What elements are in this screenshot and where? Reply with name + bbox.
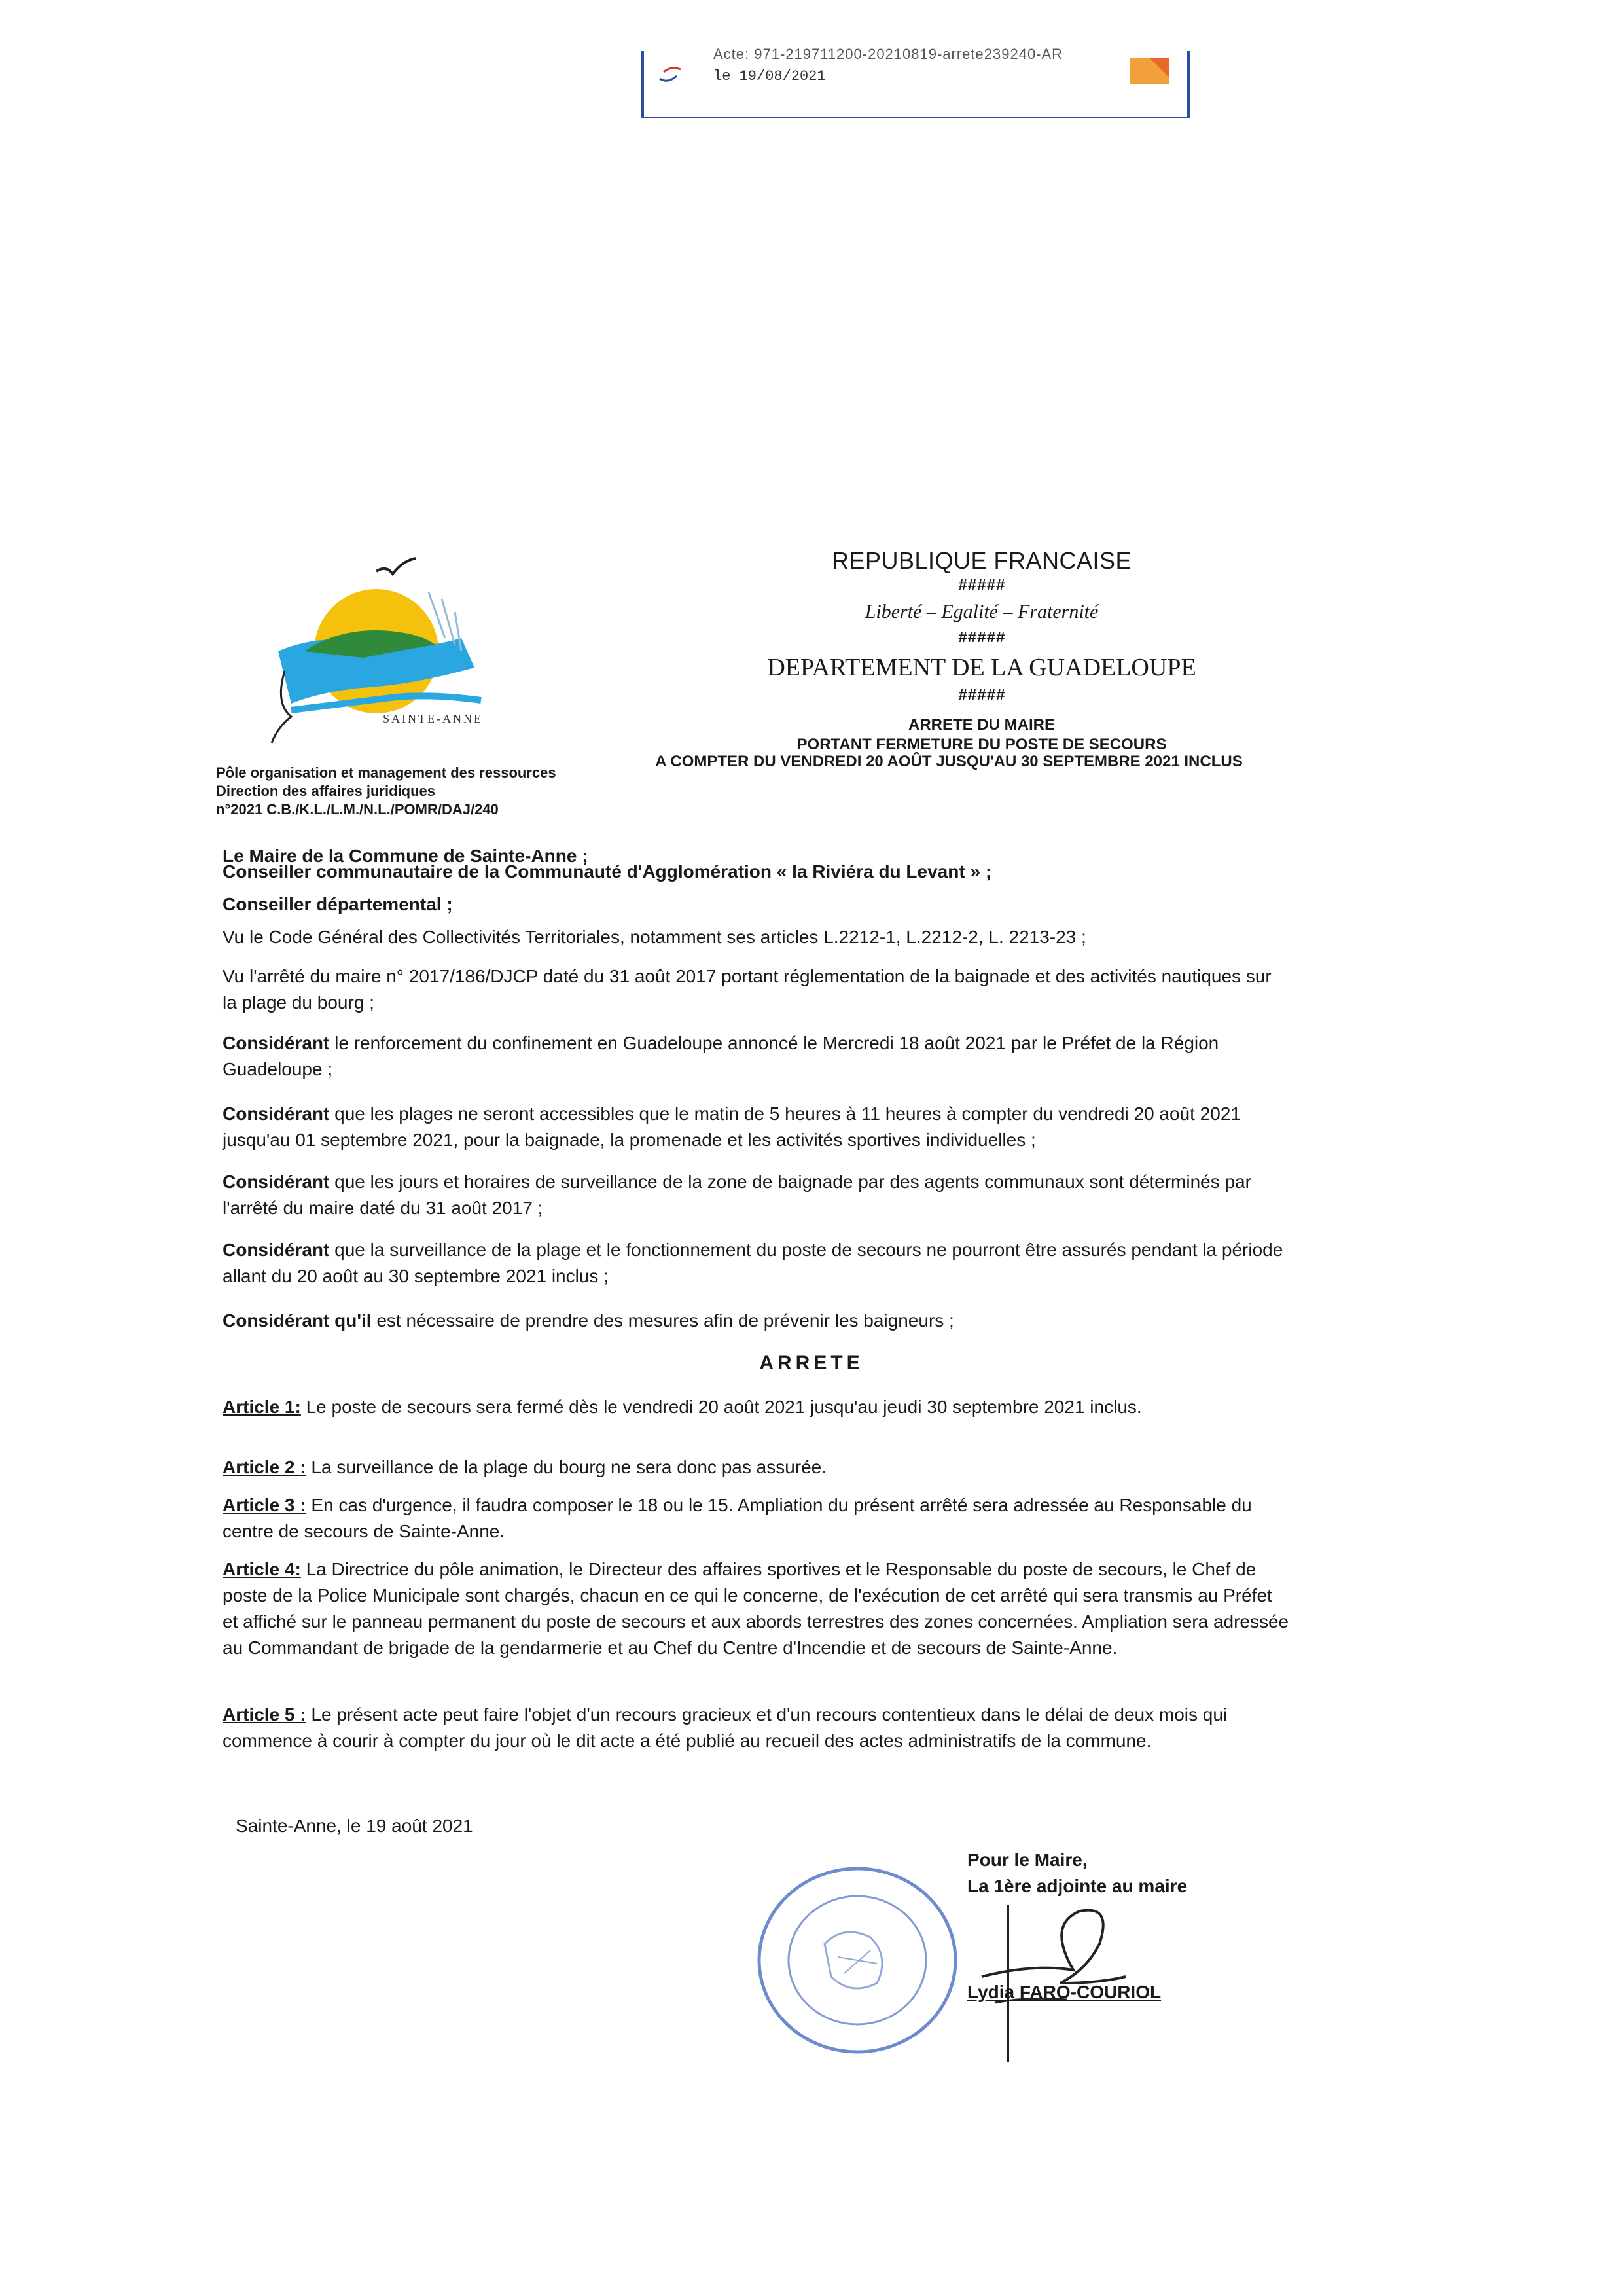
article-label: Article 3 : <box>223 1495 306 1515</box>
article-text: La Directrice du pôle animation, le Directeur des affaires sportives et le Responsable du poste de secours, le Chef de poste de la Police Municipale sont chargés, chacun en ce qui le concerne, de l'exécution de cet arrêté qui sera transmis au Préfet et affiché sur le panneau permanent du poste de secours et aux abords terrestres des zones concernées. Ampliation sera adressée au Commandant de brigade de la gendarmerie et au Chef du Centre d'Incendie et de secours de Sainte-Anne. <box>223 1559 1289 1658</box>
logo-caption: SAINTE-ANNE <box>383 712 483 725</box>
article-text: La surveillance de la plage du bourg ne sera donc pas assurée. <box>311 1457 827 1477</box>
motto: Liberté – Egalité – Fraternité <box>865 601 1099 622</box>
article-label: Article 5 : <box>223 1704 306 1725</box>
article-text: Le poste de secours sera fermé dès le vendredi 20 août 2021 jusqu'au jeudi 30 septembre 2021 inclus. <box>306 1397 1142 1417</box>
considerant-label: Considérant <box>223 1240 330 1260</box>
maire-title: Le Maire de la Commune de Sainte-Anne ; <box>223 846 588 866</box>
maire-title: Conseiller communautaire de la Communauté d'Agglomération « la Riviéra du Levant » ; <box>223 861 992 882</box>
considerant-text: est nécessaire de prendre des mesures afin de prévenir les baigneurs ; <box>376 1310 954 1331</box>
separator: ##### <box>957 687 1005 705</box>
article-label: Article 2 : <box>223 1457 306 1477</box>
place-and-date: Sainte-Anne, le 19 août 2021 <box>236 1816 473 1836</box>
stamp-date: le 19/08/2021 <box>713 68 826 84</box>
handwritten-signature <box>969 1885 1243 2068</box>
considerant-paragraph <box>223 1030 1289 1083</box>
signature-role: La 1ère adjointe au maire <box>967 1876 1188 1896</box>
considerant-label: Considérant <box>223 1033 330 1053</box>
considerant-text: que la surveillance de la plage et le fonctionnement du poste de secours ne pourront être assurés pendant la période allant du 20 août au 30 septembre 2021 inclus ; <box>223 1240 1283 1286</box>
departement-heading: DEPARTEMENT DE LA GUADELOUPE <box>767 654 1196 681</box>
considerant-paragraph <box>223 1237 1289 1289</box>
stamp-badge-icon <box>1127 54 1173 86</box>
republique-heading: REPUBLIQUE FRANCAISE <box>831 547 1132 574</box>
visa-code: Vu le Code Général des Collectivités Territoriales, notamment ses articles L.2212-1, L.2212-2, L. 2213-23 ; <box>223 927 1086 947</box>
article-label: Article 1: <box>223 1397 301 1417</box>
article-text: Le présent acte peut faire l'objet d'un recours gracieux et d'un recours contentieux dans le délai de deux mois qui commence à courir à compter du jour où le dit acte a été publié au recueil des actes administratifs de la commune. <box>223 1704 1228 1751</box>
signature-pour-maire: Pour le Maire, <box>967 1850 1088 1870</box>
considerant-label: Considérant <box>223 1103 330 1124</box>
stamp-act-number: Acte: 971-219711200-20210819-arrete239240-AR <box>713 46 1063 62</box>
visa-arrete: Vu l'arrêté du maire n° 2017/186/DJCP daté du 31 août 2017 portant réglementation de la baignade et des activités nautiques sur la plage du bourg ; <box>223 966 1272 1013</box>
pole-label: Pôle organisation et management des ressources <box>216 764 556 781</box>
considerant-paragraph <box>223 1308 1289 1334</box>
direction-label: Direction des affaires juridiques <box>216 783 435 799</box>
considerant-text: le renforcement du confinement en Guadeloupe annoncé le Mercredi 18 août 2021 par le Préfet de la Région Guadeloupe ; <box>223 1033 1219 1079</box>
arrete-heading: ARRETE <box>759 1352 864 1374</box>
considerant-text: que les plages ne seront accessibles que le matin de 5 heures à 11 heures à compter du vendredi 20 août 2021 jusqu'au 01 septembre 2021, pour la baignade, la promenade et les activités sportives individuelles ; <box>223 1103 1241 1150</box>
arrete-period: A COMPTER DU VENDREDI 20 AOÛT JUSQU'AU 30 SEPTEMBRE 2021 INCLUS <box>655 753 1243 770</box>
article-1 <box>223 1394 1289 1420</box>
article-text: En cas d'urgence, il faudra composer le 18 ou le 15. Ampliation du présent arrêté sera adressée au Responsable du centre de secours de Sainte-Anne. <box>223 1495 1252 1541</box>
considerant-paragraph <box>223 1101 1289 1153</box>
reference-number: n°2021 C.B./K.L./L.M./N.L./POMR/DAJ/240 <box>216 801 499 817</box>
article-2 <box>223 1454 1289 1480</box>
separator: ##### <box>957 577 1005 595</box>
arrete-subject: PORTANT FERMETURE DU POSTE DE SECOURS <box>796 736 1167 753</box>
considerant-label: Considérant <box>223 1172 330 1192</box>
article-4 <box>223 1556 1289 1661</box>
considerant-text: que les jours et horaires de surveillance de la zone de baignade par des agents communaux sont déterminés par l'arrêté du maire daté du 31 août 2017 ; <box>223 1172 1251 1218</box>
considerant-paragraph <box>223 1169 1289 1221</box>
signer-name: Lydia FARO-COURIOL <box>967 1982 1162 2002</box>
stamp-logo-icon <box>654 60 687 86</box>
article-3 <box>223 1492 1289 1545</box>
maire-title: Conseiller départemental ; <box>223 894 453 914</box>
article-label: Article 4: <box>223 1559 301 1579</box>
separator: ##### <box>957 630 1005 647</box>
article-5 <box>223 1702 1289 1754</box>
mairie-seal-stamp <box>746 1859 969 2062</box>
arrete-title: ARRETE DU MAIRE <box>908 716 1055 734</box>
considerant-label: Considérant qu'il <box>223 1310 372 1331</box>
